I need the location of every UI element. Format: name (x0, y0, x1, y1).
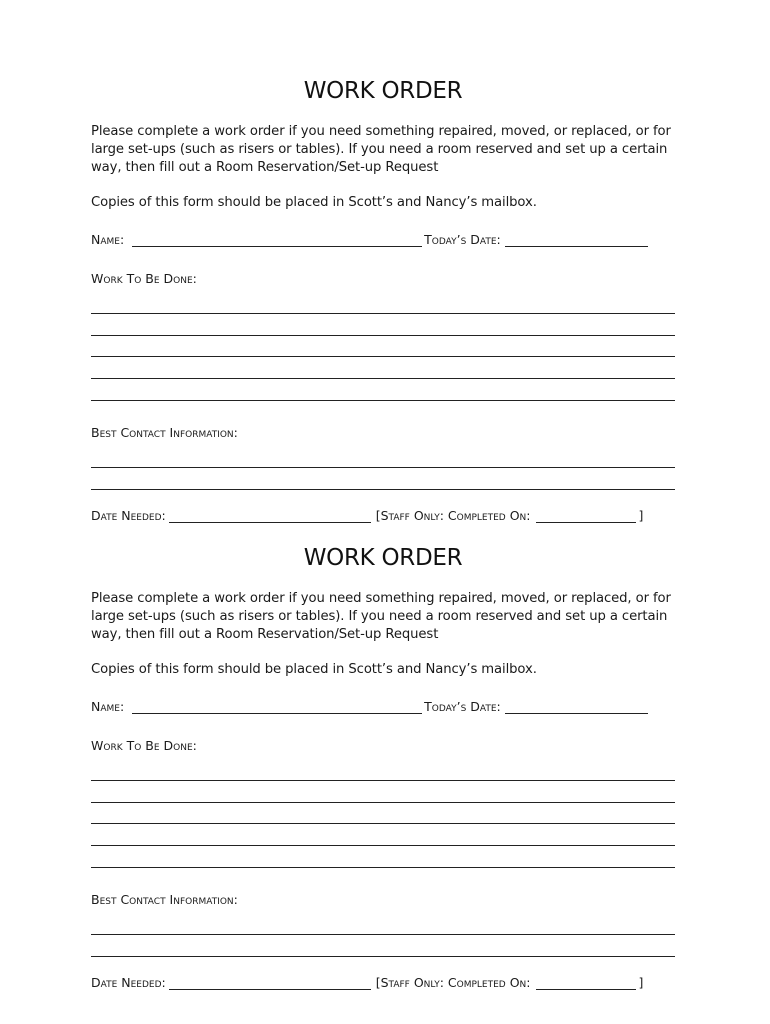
write-line[interactable] (91, 781, 675, 803)
best-contact-field[interactable] (91, 446, 675, 490)
completed-on-field[interactable] (536, 508, 636, 523)
write-line[interactable] (91, 468, 675, 490)
form-intro: Please complete a work order if you need something repaired, moved, or replaced, or for large set-ups (such as risers or tables). If you need a room reserved and set up a certain way, then fill out a Room Reservation/Set-up Request (91, 591, 671, 642)
best-contact-label: Best Contact Information: (91, 891, 238, 907)
date-needed-row (91, 507, 675, 525)
staff-only-label: [Staff Only: Completed On: (375, 974, 531, 990)
write-line[interactable] (91, 292, 675, 314)
name-field[interactable] (132, 699, 422, 714)
todays-date-label: Today’s Date: (424, 699, 501, 714)
date-needed-label: Date Needed: (91, 507, 166, 523)
write-line[interactable] (91, 336, 675, 358)
todays-date-label: Today’s Date: (424, 232, 501, 247)
write-line[interactable] (91, 314, 675, 336)
work-order-form-1 (91, 76, 675, 525)
name-label: Name: (91, 699, 125, 714)
staff-only-close: ] (638, 974, 644, 990)
todays-date-field[interactable] (505, 699, 648, 714)
write-line[interactable] (91, 803, 675, 825)
form-title: WORK ORDER (303, 545, 463, 571)
copies-note: Copies of this form should be placed in Scott’s and Nancy’s mailbox. (91, 195, 537, 210)
completed-on-field[interactable] (536, 975, 636, 990)
copies-note: Copies of this form should be placed in Scott’s and Nancy’s mailbox. (91, 662, 537, 677)
best-contact-label: Best Contact Information: (91, 424, 238, 440)
todays-date-field[interactable] (505, 232, 648, 247)
name-label: Name: (91, 232, 125, 247)
work-to-be-done-field[interactable] (91, 759, 675, 868)
work-order-form-2 (91, 543, 675, 992)
write-line[interactable] (91, 824, 675, 846)
write-line[interactable] (91, 759, 675, 781)
date-needed-label: Date Needed: (91, 974, 166, 990)
staff-only-close: ] (638, 507, 644, 523)
write-line[interactable] (91, 846, 675, 868)
form-title: WORK ORDER (303, 78, 463, 104)
write-line[interactable] (91, 935, 675, 957)
name-date-row (91, 698, 675, 716)
name-date-row (91, 231, 675, 249)
date-needed-field[interactable] (169, 975, 371, 990)
write-line[interactable] (91, 913, 675, 935)
work-to-be-done-field[interactable] (91, 292, 675, 401)
date-needed-field[interactable] (169, 508, 371, 523)
write-line[interactable] (91, 357, 675, 379)
staff-only-label: [Staff Only: Completed On: (375, 507, 531, 523)
form-intro: Please complete a work order if you need something repaired, moved, or replaced, or for large set-ups (such as risers or tables). If you need a room reserved and set up a certain way, then fill out a Room Reservation/Set-up Request (91, 124, 671, 175)
work-to-be-done-label: Work To Be Done: (91, 738, 197, 753)
write-line[interactable] (91, 446, 675, 468)
work-to-be-done-label: Work To Be Done: (91, 271, 197, 286)
best-contact-field[interactable] (91, 913, 675, 957)
date-needed-row (91, 974, 675, 992)
write-line[interactable] (91, 379, 675, 401)
name-field[interactable] (132, 232, 422, 247)
